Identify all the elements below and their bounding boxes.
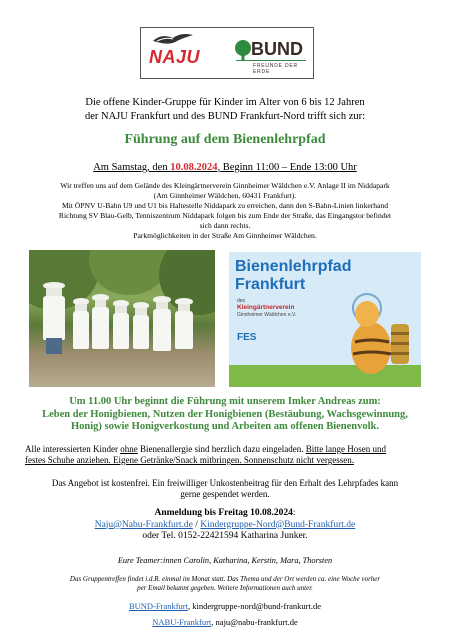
desc-line: Richtung SV Blau-Gelb, Tenniszentrum Niddapark folgen bis zum Ende der Straße, das Eingangstor befindet [58,211,392,220]
note-line: Das Gruppentreffen findet i.d.R. einmal im Monat statt. Das Thema und der Ort werden ca. eine Woche vorher [69,575,381,583]
bund-email-link[interactable]: Kindergruppe-Nord@Bund-Frankfurt.de [200,519,356,530]
signup-emails [0,520,450,532]
nabu-contact [0,617,450,627]
logo-divider [236,60,306,61]
bund-contact [0,601,450,611]
signup-colon: : [292,508,296,518]
naju-email-link[interactable]: Naju@Nabu-Frankfurt.de [94,519,193,530]
program-line: Honig) sowie Honigverkostung und Arbeiten am offenen Bienenvolk. [70,421,380,432]
bund-logo-subtitle: FREUNDE DER ERDE [253,63,298,75]
meeting-note [20,575,430,593]
event-date [0,162,450,173]
intro-line: der NAJU Frankfurt und des BUND Frankfurt-Nord trifft sich zur: [84,111,366,122]
desc-line: Mit ÖPNV U-Bahn U9 und U1 bis Haltestelle Niddapark zu erreichen, dann den S-Bahn-Linien linkerhand [61,201,389,210]
intro-line: Die offene Kinder-Gruppe für Kinder im Alter von 6 bis 12 Jahren [85,97,365,108]
naju-logo-text: NAJU [149,47,201,67]
invite-text: Alle interessierten Kinder [25,444,121,454]
invite-text: Bienenallergie sind herzlich dazu eingeladen. [137,444,306,454]
poster-kgv: Kleingärtnerverein [237,304,295,311]
location-description [14,181,436,241]
intro-text [0,96,450,124]
signup-section [0,508,450,543]
poster-org-small: des [237,298,246,304]
bund-frankfurt-link[interactable]: BUND-Frankfurt [128,601,188,611]
cost-info [25,478,425,500]
desc-line: sich dann rechts. [199,221,251,230]
signup-heading [0,508,450,520]
page-title: Führung auf dem Bienenlehrpfad [124,132,326,147]
invite-underlined: Bitte lange Hosen und [305,444,386,454]
signup-label: Anmeldung bis Freitag 10.08.2024 [154,508,293,518]
desc-line: Wir treffen uns auf dem Gelände des Kleingärtnerverein Ginnheimer Wäldchen e.V. Anlage II im Niddapark [60,181,390,190]
beekeeper-kids-photo [29,250,215,387]
desc-line: (Am Ginnheimer Wäldchen, 60431 Frankfurt). [153,191,297,200]
date-highlight: 10.08.2024 [170,162,218,173]
poster-title-line: Bienenlehrpfad [235,258,352,275]
email-separator: / [192,519,201,530]
poster-title-line: Frankfurt [235,276,306,293]
desc-line: Parkmöglichkeiten in der Straße Am Ginnheimer Wäldchen. [133,231,317,240]
bee-mascot-icon [333,286,419,386]
nabu-contact-email: , naju@nabu-frankfurt.de [211,617,298,627]
nabu-frankfurt-link[interactable]: NABU-Frankfurt [152,617,212,627]
bienenlehrpfad-poster [229,252,421,387]
logo-banner [140,27,314,79]
team-names: Eure Teamer:innen Carolin, Katharina, Kerstin, Mara, Thorsten [117,556,333,565]
invite-ohne: ohne [120,444,138,454]
date-prefix: Am Samstag, den [93,162,171,173]
date-suffix: , Beginn 11:00 – Ende 13:00 Uhr [217,162,357,173]
signup-phone: oder Tel. 0152-22421594 Katharina Junker. [142,531,308,541]
poster-fes-logo: FES [237,332,257,343]
bund-contact-email: , kindergruppe-nord@bund-frankurt.de [188,601,322,611]
invite-underlined: festes Schuhe anziehen. Eigene Getränke/Snack mitbringen. Sonnenschutz nicht vergessen. [25,455,354,465]
poster-kgv-sub: Ginnheimer Wäldchen e.V. [237,312,297,318]
cost-line: Das Angebot ist kostenfrei. Ein freiwilliger Unkostenbeitrag für den Erhalt des Lehrpfades kann [51,478,399,488]
program-line: Um 11.00 Uhr beginnt die Führung mit unserem Imker Andreas zum: [69,396,381,407]
invitation-text [25,444,425,466]
cost-line: gerne gespendet werden. [180,489,270,499]
note-line: per Email bekannt gegeben. Weitere Informationen auch unter. [137,584,313,592]
bund-logo-text: BUND [251,39,303,59]
program-description [0,396,450,434]
program-line: Leben der Honigbienen, Nutzen der Honigbienen (Bestäubung, Wachsgewinnung, [42,408,408,420]
